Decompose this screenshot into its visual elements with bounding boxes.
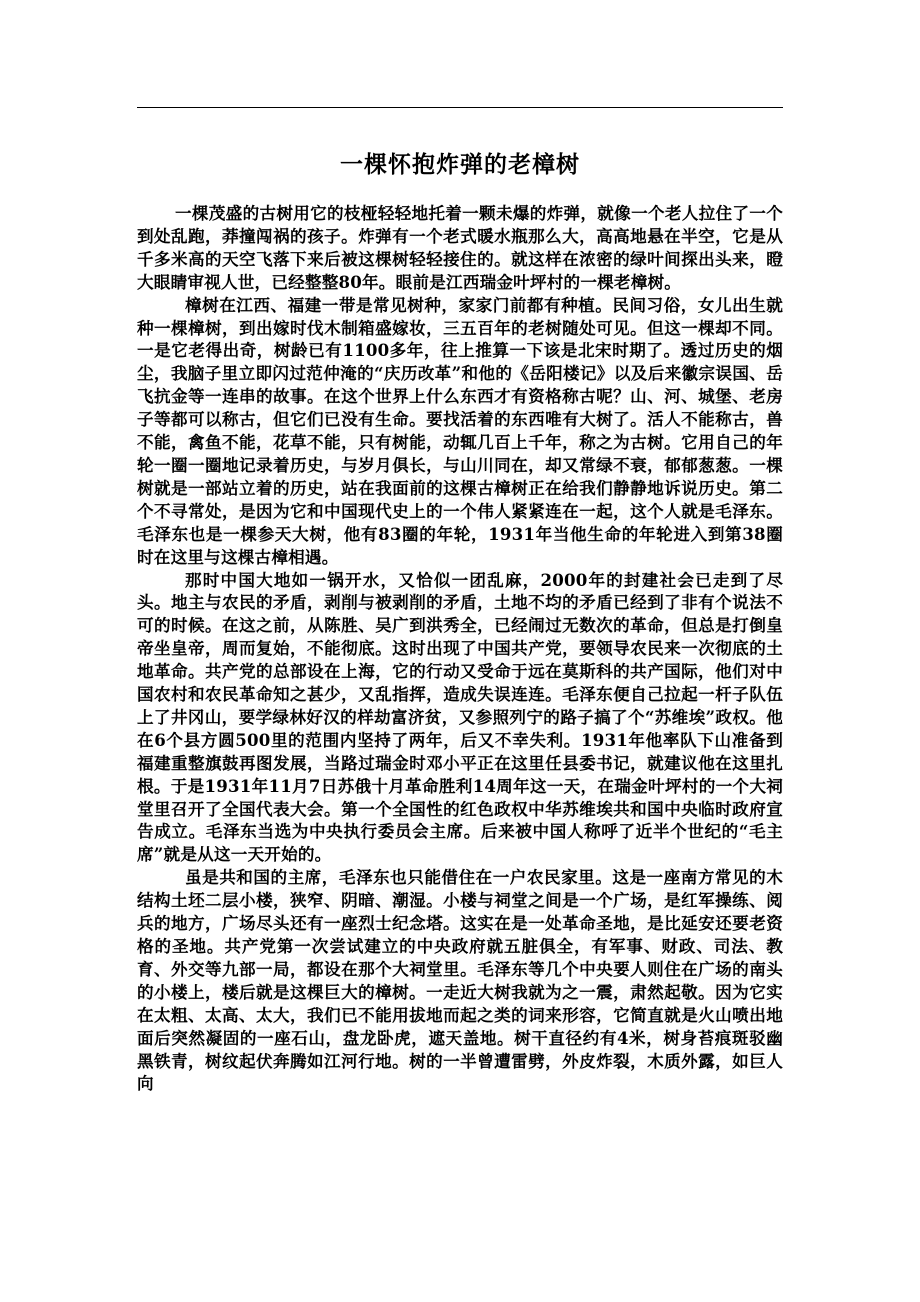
paragraph-2: 樟树在江西、福建一带是常见树种，家家门前都有种植。民间习俗，女儿出生就种一棵樟树，到出嫁时伐木制箱盛嫁妆，三五百年的老树随处可见。但这一棵却不同。一是它老得出奇，树龄已有1100多年，往上推算一下该是北宋时期了。透过历史的烟尘，我脑子里立即闪过范仲淹的“庆历改革”和他的《岳阳楼记》以及后来徽宗误国、岳飞抗金等一连串的故事。在这个世界上什么东西才有资格称古呢？山、河、城堡、老房子等都可以称古，但它们已没有生命。要找活着的东西唯有大树了。活人不能称古，兽不能，禽鱼不能，花草不能，只有树能，动辄几百上千年，称之为古树。它用自己的年轮一圈一圈地记录着历史，与岁月俱长，与山川同在，却又常绿不衰，郁郁葱葱。一棵树就是一部站立着的历史，站在我面前的这棵古樟树正在给我们静静地诉说历史。第二个不寻常处，是因为它和中国现代史上的一个伟人紧紧连在一起，这个人就是毛泽东。毛泽东也是一棵参天大树，他有83圈的年轮，1931年当他生命的年轮进入到第38圈时在这里与这棵古樟相遇。 [137, 294, 783, 567]
page-title: 一棵怀抱炸弹的老樟树 [340, 151, 580, 178]
header-rule [137, 107, 783, 108]
paragraph-1: 一棵茂盛的古树用它的枝桠轻轻地托着一颗未爆的炸弹，就像一个老人拉住了一个到处乱跑，莽撞闯祸的孩子。炸弹有一个老式暖水瓶那么大，高高地悬在半空，它是从千多米高的天空飞落下来后被这棵树轻轻接住的。就这样在浓密的绿叶间探出头来，瞪大眼睛审视人世，已经整整80年。眼前是江西瑞金叶坪村的一棵老樟树。 [137, 203, 783, 292]
paragraph-4: 虽是共和国的主席，毛泽东也只能借住在一户农民家里。这是一座南方常见的木结构土坯二层小楼，狭窄、阴暗、潮湿。小楼与祠堂之间是一个广场，是红军操练、阅兵的地方，广场尽头还有一座烈士纪念塔。这实在是一处革命圣地，是比延安还要老资格的圣地。共产党第一次尝试建立的中央政府就五脏俱全，有军事、财政、司法、教育、外交等九部一局，都设在那个大祠堂里。毛泽东等几个中央要人则住在广场的南头的小楼上，楼后就是这棵巨大的樟树。一走近大树我就为之一震，肃然起敬。因为它实在太粗、太高、太大，我们已不能用拔地而起之类的词来形容，它简直就是火山喷出地面后突然凝固的一座石山，盘龙卧虎，遮天盖地。树干直径约有4米，树身苔痕斑驳幽黑铁青，树纹起伏奔腾如江河行地。树的一半曾遭雷劈，外皮炸裂，木质外露，如巨人向 [137, 867, 783, 1094]
paragraph-3: 那时中国大地如一锅开水，又恰似一团乱麻，2000年的封建社会已走到了尽头。地主与农民的矛盾，剥削与被剥削的矛盾，土地不均的矛盾已经到了非有个说法不可的时候。在这之前，从陈胜、吴广到洪秀全，已经闹过无数次的革命，但总是打倒皇帝坐皇帝，周而复始，不能彻底。这时出现了中国共产党，要领导农民来一次彻底的土地革命。共产党的总部设在上海，它的行动又受命于远在莫斯科的共产国际，他们对中国农村和农民革命知之甚少，又乱指挥，造成失误连连。毛泽东便自己拉起一杆子队伍上了井冈山，要学绿林好汉的样劫富济贫，又参照列宁的路子搞了个“苏维埃”政权。他在6个县方圆500里的范围内坚持了两年，后又不幸失利。1931年他率队下山准备到福建重整旗鼓再图发展，当路过瑞金时邓小平正在这里任县委书记，就建议他在这里扎根。于是1931年11月7日苏俄十月革命胜利14周年这一天，在瑞金叶坪村的一个大祠堂里召开了全国代表大会。第一个全国性的红色政权中华苏维埃共和国中央临时政府宣告成立。毛泽东当选为中央执行委员会主席。后来被中国人称呼了近半个世纪的“毛主席”就是从这一天开始的。 [137, 569, 783, 865]
article-body [137, 202, 783, 1095]
